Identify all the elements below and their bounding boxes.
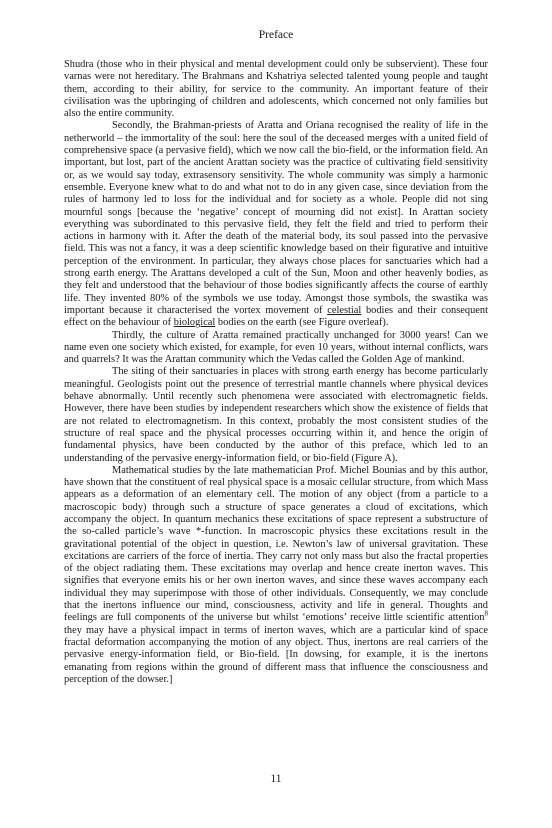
paragraph-3: Thirdly, the culture of Aratta remained practically unchanged for 3000 years! Can we name even one society which existed, for example, for even 10 years, without internal conflicts, wars and quarrels? It was the Arattan community which the Vedas called the Golden Age of mankind. xyxy=(64,329,488,366)
paragraph-2-text-a: Secondly, the Brahman-priests of Aratta and Oriana recognised the reality of life in the netherworld – the immortality of the soul: here the soul of the deceased merges with a united field of comprehensive space (a pervasive field), which we now call the bio-field, or the information field. An important, but lost, part of the ancient Arattan society was the practice of cultivating field sensitivity or, as we would say today, extrasensory sensitivity. The whole community was simply a harmonic ensemble. Everyone knew what to do and what not to do in any given case, since deviation from the rules of harmony led to loss for the individual and for society as a whole. People did not sing mournful songs [because the ‘negative’ concept of mourning did not exist]. In Arattan society everything was subordinated to this pervasive field, they felt the field and tried to perform their actions in harmony with it. After the death of the material body, its soul passed into the pervasive field. This was not a fancy, it was a deep scientific knowledge based on their figurative and intuitive perception of the environment. In particular, they always chose places for sanctuaries which had a strong earth energy. The Arattans developed a cult of the Sun, Moon and other heavenly bodies, as they felt and understood that the behaviour of those bodies significantly affects the course of earthly life. They invented 80% of the symbols we use today. Amongst those symbols, the swastika was important because it characterised the vortex movement of xyxy=(64,120,488,316)
body-text xyxy=(64,59,488,686)
paragraph-2-text-b: bodies and their consequent effect on the behaviour of xyxy=(64,304,488,329)
paragraph-2-text-c: bodies on the earth (see Figure overleaf). xyxy=(217,317,389,329)
paragraph-5 xyxy=(64,465,488,686)
underlined-word-biological: biological xyxy=(173,317,216,329)
paragraph-2 xyxy=(64,120,488,329)
running-header: Preface xyxy=(258,29,294,41)
footnote-marker: 8 xyxy=(484,609,488,618)
underlined-word-celestial: celestial xyxy=(327,304,362,316)
paragraph-5-text-a: Mathematical studies by the late mathematician Prof. Michel Bounias and by this author, have shown that the constituent of real physical space is a mosaic cellular structure, from which Mass appears as a deformation of an elementary cell. The motion of any object (from a particle to a macroscopic body) through such a structure of space generates a cloud of excitations, which accompany the object. In quantum mechanics these excitations of space represent a substructure of the so-called particle’s wave *-function. In macroscopic physics these excitations result in the gravitational potential of the object in question, i.e. Newton’s law of universal gravitation. These excitations are carriers of the force of inertia. They carry not only mass but also the fractal properties of the object radiating them. These excitations may overlap and hence create inerton waves. This signifies that everyone emits his or her own inerton waves, and since these waves accompany each individual they may superimpose with those of other individuals. Consequently, we may conclude that the inertons influence our mind, consciousness, activity and life in general. Thoughts and feelings are full components of the universe but whilst ‘emotions’ receive little scientific attention xyxy=(64,464,488,624)
paragraph-4: The siting of their sanctuaries in places with strong earth energy has become particularly meaningful. Geologists point out the presence of terrestrial mantle channels where physical devices behave abnormally. Until recently such phenomena were associated with electromagnetic fields. However, there have been studies by independent researchers which show the existence of fields that are not related to electromagnetism. In this context, probably the most consistent studies of the structure of real space and the physical processes occurring within it, and hence the origin of fundamental physics, have been conducted by the author of this preface, which led to an understanding of the pervasive energy-information field, or bio-field (Figure A). xyxy=(64,366,488,464)
paragraph-5-text-b: they may have a physical impact in terms of inerton waves, which are a particular kind of space fractal deformation accompanying the motion of any object. Thus, inertons are real carriers of the pervasive energy-information field, or Bio-field. [In dowsing, for example, it is the inertons emanating from regions within the ground of different mass that influence the consciousness and perception of the dowser.] xyxy=(64,624,488,685)
page-number: 11 xyxy=(270,773,282,785)
paragraph-1: Shudra (those who in their physical and mental development could only be subservient). These four varnas were not hereditary. The Brahmans and Kshatriya selected talented young people and taught them, according to their ability, for service to the community. An important feature of their civilisation was the upbringing of children and adolescents, which concerned not only families but also the entire community. xyxy=(64,59,488,120)
